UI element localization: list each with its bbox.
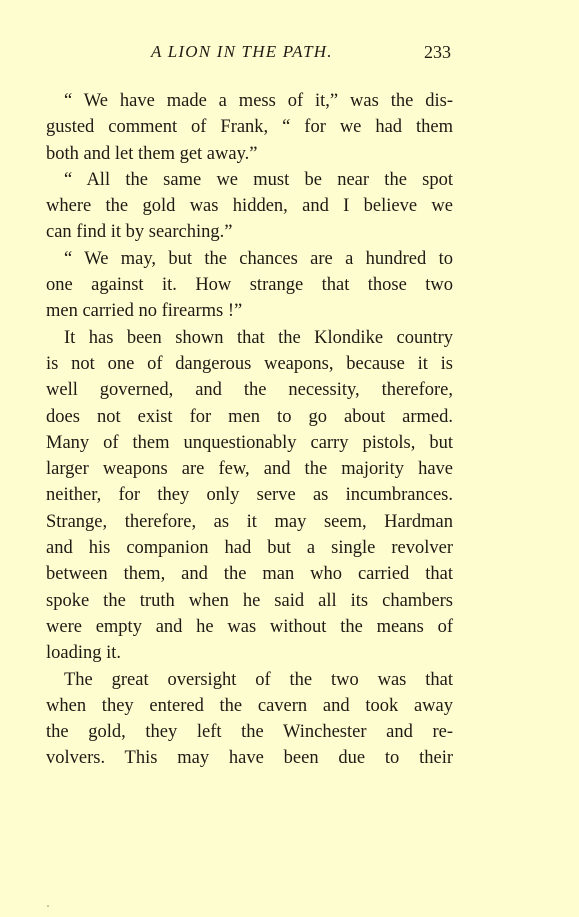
- paragraph: [46, 88, 453, 167]
- text-line: the gold, they left the Winchester and re-: [46, 722, 453, 743]
- running-title: A LION IN THE PATH.: [151, 42, 333, 61]
- text-line: “ We have made a mess of it,” was the dis-: [64, 91, 453, 111]
- text-line: is not one of dangerous weapons, because it is: [46, 353, 453, 374]
- text-line: Many of them unquestionably carry pistols, but: [46, 432, 453, 453]
- paragraph: [46, 667, 453, 772]
- text-line: gusted comment of Frank, “ for we had them: [46, 117, 453, 138]
- paragraph: [46, 325, 453, 667]
- text-line: spoke the truth when he said all its chambers: [46, 590, 453, 611]
- page-number: 233: [424, 42, 451, 62]
- text-line: “ All the same we must be near the spot: [64, 169, 453, 190]
- text-line: volvers. This may have been due to their: [46, 748, 453, 769]
- body-text: [46, 88, 453, 772]
- running-head: [0, 42, 579, 68]
- text-line: where the gold was hidden, and I believe we: [46, 196, 453, 217]
- text-line: larger weapons are few, and the majority have: [46, 459, 453, 480]
- text-line: neither, for they only serve as incumbrances.: [46, 485, 453, 506]
- text-line: It has been shown that the Klondike country: [64, 327, 453, 348]
- paragraph: [46, 167, 453, 246]
- text-line: “ We may, but the chances are a hundred to: [64, 248, 453, 269]
- text-line: both and let them get away.”: [46, 143, 258, 164]
- text-line: between them, and the man who carried that: [46, 564, 453, 585]
- text-line: one against it. How strange that those two: [46, 275, 453, 296]
- text-line: does not exist for men to go about armed.: [46, 406, 453, 427]
- paragraph: [46, 246, 453, 325]
- paper-speck: [47, 905, 49, 907]
- text-line: loading it.: [46, 643, 122, 664]
- text-line: when they entered the cavern and took away: [46, 695, 453, 716]
- text-line: well governed, and the necessity, therefore,: [46, 380, 453, 401]
- text-line: can find it by searching.”: [46, 222, 233, 243]
- text-line: were empty and he was without the means of: [46, 616, 453, 637]
- text-line: and his companion had but a single revolver: [46, 538, 453, 559]
- text-line: men carried no firearms !”: [46, 301, 243, 322]
- text-line: The great oversight of the two was that: [64, 669, 453, 690]
- text-line: Strange, therefore, as it may seem, Hardman: [46, 511, 453, 532]
